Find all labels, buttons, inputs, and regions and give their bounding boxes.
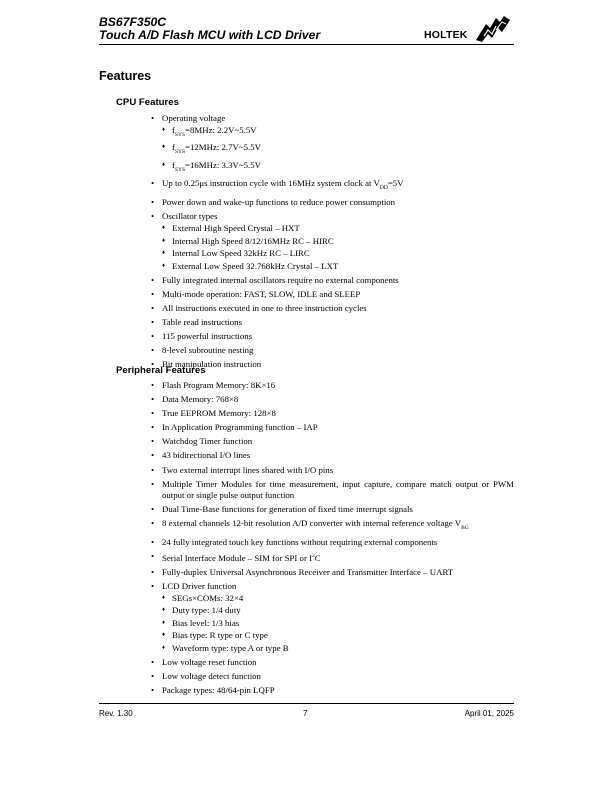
- subscript: SYS: [174, 166, 186, 173]
- list-item: • Data Memory: 768×8: [150, 394, 514, 405]
- sub-item: ♦ Bias level: 1/3 bias: [162, 618, 514, 629]
- sub-item: [162, 142, 514, 158]
- text: f: [172, 125, 175, 135]
- header-divider: [99, 44, 514, 45]
- subscript: SYS: [174, 149, 186, 155]
- list-item: • All instructions executed in one to three instruction cycles: [150, 303, 514, 314]
- text: =5V: [387, 178, 404, 189]
- sub-item: [162, 160, 514, 176]
- holtek-logo: [424, 12, 514, 44]
- operating-voltage-label: Operating voltage: [162, 113, 226, 123]
- holtek-hands-icon: [474, 12, 514, 44]
- footer-date: April 01, 2025: [464, 709, 514, 718]
- subscript: SYS: [174, 131, 186, 138]
- sub-item: ♦ Internal High Speed 8/12/16MHz RC – HIRC: [162, 236, 514, 247]
- list-item: • Fully-duplex Universal Asynchronous Receiver and Transmitter Interface – UART: [150, 567, 514, 578]
- list-item: • True EEPROM Memory: 128×8: [150, 408, 514, 419]
- sub-item: ♦ SEGs×COMs: 32×4: [162, 593, 514, 604]
- sub-item: ♦ Waveform type: type A or type B: [162, 643, 514, 654]
- text: =16MHz: 3.3V~5.5V: [185, 159, 261, 170]
- sub-item: ♦ External High Speed Crystal – HXT: [162, 223, 514, 234]
- list-item: [150, 518, 514, 534]
- text: Serial Interface Module – SIM for SPI or I: [162, 552, 312, 563]
- text: =8MHz: 2.2V~5.5V: [185, 125, 257, 135]
- sub-item: ♦ Bias type: R type or C type: [162, 630, 514, 641]
- list-item: [150, 211, 514, 272]
- sub-item: ♦ Duty type: 1/4 duty: [162, 605, 514, 616]
- list-item: • Multiple Timer Modules for time measurement, input capture, compare match output or PWM output or single pulse output function: [150, 479, 514, 501]
- superscript: 2: [312, 552, 315, 559]
- list-item: • Table read instructions: [150, 317, 514, 328]
- list-item: • Bit manipulation instruction: [150, 359, 514, 370]
- oscillator-label: Oscillator types: [162, 211, 218, 222]
- logo-text: HOLTEK: [424, 29, 468, 41]
- list-item: • Power down and wake-up functions to reduce power consumption: [150, 197, 514, 208]
- text: 8 external channels 12-bit resolution A/D converter with internal reference voltage V: [162, 517, 462, 528]
- subscript: BG: [461, 524, 469, 531]
- footer-revision: Rev. 1.30: [99, 709, 133, 718]
- list-item: [150, 551, 514, 564]
- footer-page-number: 7: [303, 709, 308, 718]
- lcd-label: LCD Driver function: [162, 580, 237, 591]
- list-item: • Package types: 48/64-pin LQFP: [150, 685, 514, 696]
- list-item: • 24 fully integrated touch key functions without requiring external components: [150, 537, 514, 548]
- cpu-feature-list: [150, 113, 514, 374]
- page-title: Features: [99, 69, 152, 83]
- list-item: • Two external interrupt lines shared with I/O pins: [150, 465, 514, 476]
- text: f: [172, 142, 175, 153]
- header-title: BS67F350C: [99, 15, 167, 29]
- lcd-sublist: [162, 593, 514, 654]
- header-subtitle: Touch A/D Flash MCU with LCD Driver: [99, 28, 321, 42]
- list-item: • Fully integrated internal oscillators require no external components: [150, 275, 514, 286]
- list-item: • Multi-mode operation: FAST, SLOW, IDLE and SLEEP: [150, 289, 514, 300]
- cpu-section-title: CPU Features: [116, 97, 179, 108]
- footer-divider: [99, 703, 514, 704]
- list-item: • Low voltage detect function: [150, 671, 514, 682]
- sub-item: ♦ External Low Speed 32.768kHz Crystal – LXT: [162, 261, 514, 272]
- list-item: [150, 178, 514, 194]
- list-item: [150, 113, 514, 175]
- list-item: • 115 powerful instructions: [150, 331, 514, 342]
- text: =12MHz: 2.7V~5.5V: [185, 142, 261, 153]
- list-item: [150, 581, 514, 654]
- list-item: • 8-level subroutine nesting: [150, 345, 514, 356]
- list-item: • Watchdog Timer function: [150, 436, 514, 447]
- list-item: • Dual Time-Base functions for generation of fixed time interrupt signals: [150, 504, 514, 515]
- list-item: • 43 bidirectional I/O lines: [150, 450, 514, 461]
- peripheral-feature-list: [150, 380, 514, 699]
- text: Up to 0.25μs instruction cycle with 16MHz system clock at V: [162, 178, 380, 189]
- peripheral-section-title: Peripheral Features: [116, 365, 206, 376]
- list-item: • In Application Programming function – IAP: [150, 422, 514, 433]
- list-item: • Low voltage reset function: [150, 657, 514, 668]
- subscript: DD: [379, 185, 388, 192]
- oscillator-sublist: [162, 223, 514, 272]
- operating-voltage-sublist: [162, 125, 514, 175]
- sub-item: ♦ Internal Low Speed 32kHz RC – LIRC: [162, 248, 514, 259]
- sub-item: [162, 125, 514, 141]
- text: C: [314, 552, 321, 563]
- text: f: [172, 159, 175, 170]
- list-item: • Flash Program Memory: 8K×16: [150, 380, 514, 391]
